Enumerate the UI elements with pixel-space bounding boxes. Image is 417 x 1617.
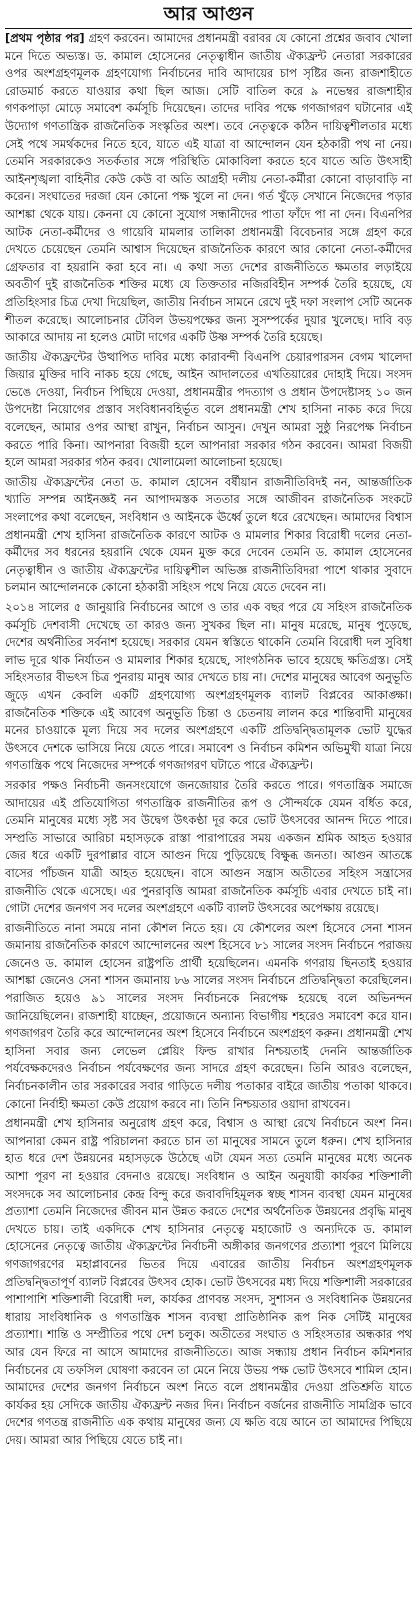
article-paragraph: জাতীয় ঐক্যফ্রন্টের উত্থাপিত দাবির মধ্যে কারাবন্দী বিএনপি চেয়ারপারসন বেগম খালেদা জিয়ার মুক্তির দাবি নাকচ হয়ে গেছে, আইন আদালতের এখতিয়ারের দোহাই দিয়ে। সংসদ ভেঙে দেওয়া, নির্বাচন পিছিয়ে দেওয়া, প্রধানমন্ত্রীর পদত্যাগ ও প্রধান উপদেষ্টাসহ ১০ জন উপদেষ্টা নিয়োগের প্রস্তাব সংবিধানবহির্ভূত বলে প্রধানমন্ত্রী শেখ হাসিনা নাকচ করে দিয়ে বলেছেন, আমার ওপর আস্থা রাখুন, নির্বাচন আসুন। দেখুন আমরা সুষ্ঠু নিরপেক্ষ নির্বাচন করতে পারি কিনা। আপনারা বিজয়ী হলে আপনারা সরকার গঠন করবেন। আমরা বিজয়ী হলে আমরা সরকার গঠন করব। খোলামেলা আলোচনা হয়েছে।	[5, 349, 412, 470]
article-body	[5, 30, 412, 1450]
continued-from-label: [প্রথম পৃষ্ঠার পর]	[5, 31, 85, 45]
paragraph-text: গ্রহণ করবেন। আমাদের প্রধানমন্ত্রী বরাবর যে কোনো প্রশ্নের জবাব খোলা মনে দিতে অভ্যস্ত। ড. কামাল হোসেনের নেতৃত্বাধীন জাতীয় ঐক্যফ্রন্ট নেতারা সরকারের ওপর অংশগ্রহণমূলক গ্রহণযোগ্য নির্বাচনের দাবি আদায়ের চাপ সৃষ্টির জন্য রাজশাহীতে রোডমার্চ করতে যাওয়ার কথা ছিল আজ। সেটি বাতিল করে ৯ নভেম্বর রাজশাহীর গণকপাড়া মোড়ে সমাবেশ কর্মসূচি দিয়েছেন। তাদের দাবির পক্ষে গণজাগরণ ঘটানোর এই উদ্যোগ গণতান্ত্রিক রাজনৈতিক সংস্কৃতির অংশ। তবে নেতৃত্বকে কঠিন দায়িত্বশীলতার মধ্যে সেই পথে সমর্থকদের নিতে হবে, যাতে এই যাত্রা বা আন্দোলন যেন হঠকারী পথ না নেয়। তেমনি সরকারকেও সতর্কতার সঙ্গে পরিস্থিতি মোকাবিলা করতে হবে যাতে অতি উৎসাহী আইনশৃঙ্খলা বাহিনীর কেউ কেউ বা অতি আগ্রহী দলীয় নেতা-কর্মীরা কোনো বাড়াবাড়ি না করেন। সংঘাতের দরজা যেন কোনো পক্ষ খুলে না দেন। গর্ত খুঁড়ে সেখানে নিজেদের পড়ার আশঙ্কা থেকে যায়। কেননা যে কোনো সুযোগ সন্ধানীদের পাতা ফাঁদে পা না দেন। বিএনপির আটক নেতা-কর্মীদের ও গায়েবি মামলার তালিকা প্রধানমন্ত্রী বিবেচনার সঙ্গে গ্রহণ করে দেখতে চেয়েছেন তেমনি আশ্বাস দিয়েছেন রাজনৈতিক কারণে আর কোনো নেতা-কর্মীদের গ্রেফতার বা হয়রানি করা হবে না। এ কথা সত্য দেশের রাজনীতিতে ক্ষমতার লড়াইয়ে অবতীর্ণ দুই রাজনৈতিক শক্তির মধ্যে যে তিক্ততার নজিরবিহীন সম্পর্ক তৈরি হয়েছে, যে প্রতিহিংসার চিত্র দেখা দিয়েছিল, জাতীয় নির্বাচন সামনে রেখে দুই দফা সংলাপ সেটি অনেক শীতল করেছে। আলোচনার টেবিল উভয়পক্ষের জন্য সুসম্পর্কের দুয়ার খুলেছে। দাবি বড় আকারে আদায় না হলেও মোটা দাগের একটি উষ্ণ সম্পর্ক তৈরি হয়েছে।	[5, 31, 412, 345]
article-paragraph: রাজনীতিতে নানা সময়ে নানা কৌশল নিতে হয়। যে কৌশলের অংশ হিসেবে সেনা শাসন জমানায় রাজনৈতিক কারণে আন্দোলনের অংশ হিসেবে ৮১ সালের সংসদ নির্বাচনে পরাজয় জেনেও ড. কামাল হোসেন রাষ্ট্রপতি প্রার্থী হয়েছিলেন। এমনকি গণরায় ছিনতাই হওয়ার আশঙ্কা জেনেও সেনা শাসন জমানায় ৮৬ সালের সংসদ নির্বাচনে প্রতিদ্বন্দ্বিতা করেছিলেন। পরাজিত হয়েও ৯১ সালের সংসদ নির্বাচনকে নিরপেক্ষ হয়েছে বলে অভিনন্দন জানিয়েছিলেন। রাজশাহী যাচ্ছেন, প্রয়োজনে অন্যান্য বিভাগীয় শহরেও সমাবেশ করে যান। গণজাগরণ তৈরি করে আন্দোলনের অংশ হিসেবে নির্বাচনে অংশগ্রহণ করুন। প্রধানমন্ত্রী শেখ হাসিনা সবার জন্য লেভেল প্লেয়িং ফিল্ড রাখার নিশ্চয়তাই দেননি আন্তর্জাতিক পর্যবেক্ষকদেরও নির্বাচন পর্যবেক্ষণের জন্য সাদরে গ্রহণ করেছেন। তিনি আরও বলেছেন, নির্বাচনকালীন তার সরকারের সবার গাড়িতে দলীয় পতাকার বাইরে জাতীয় পতাকা থাকবে। কোনো নির্বাহী ক্ষমতা কেউ প্রয়োগ করবে না। তিনি নিশ্চয়তার ওয়াদা রাখবেন।	[5, 920, 412, 1111]
article-headline: আর আগুন	[5, 2, 412, 29]
article-paragraph: জাতীয় ঐক্যফ্রন্টের নেতা ড. কামাল হোসেন বর্ষীয়ান রাজনীতিবিদই নন, আন্তর্জাতিক খ্যাতি সম্পন্ন আইনজ্ঞই নন আপাদমস্তক সততার সঙ্গে আজীবন রাজনৈতিক সংকটে সংলাপের কথা বলেছেন, সংবিধান ও আইনকে ঊর্ধ্বে তুলে ধরে রেখেছেন। আমাদের বিশ্বাস প্রধানমন্ত্রী শেখ হাসিনা রাজনৈতিক কারণে আটক ও মামলার শিকার বিরোধী দলের নেতা-কর্মীদের সব ধরনের হয়রানি থেকে যেমন মুক্ত করে দেবেন তেমনি ড. কামাল হোসেনের নেতৃত্বাধীন ও জাতীয় ঐক্যফ্রন্টের দায়িত্বশীল অভিজ্ঞ রাজনীতিবিদরা পাশে থাকার সুবাদে চলমান আন্দোলনকে কোনো হঠকারী সহিংস পথে নিয়ে যেতে দেবেন না।	[5, 474, 412, 595]
article-paragraph: ২০১৪ সালের ৫ জানুয়ারি নির্বাচনের আগে ও তার এক বছর পরে যে সহিংস রাজনৈতিক কর্মসূচি দেশবাসী দেখেছে তা কারও জন্য সুখকর ছিল না। মানুষ মরেছে, মানুষ পুড়েছে, দেশের অর্থনীতির সর্বনাশ হয়েছে। সরকার যেমন স্বস্তিতে থাকেনি তেমনি বিরোধী দল সুবিধা লাভ দূরে থাক নির্যাতন ও মামলার শিকার হয়েছে, সাংগঠনিক ভাবে হয়েছে ক্ষতিগ্রস্ত। সেই সহিংসতার বীভৎস চিত্র পুনরায় মানুষ আর দেখতে চায় না। দেশের মানুষের আবেগ অনুভূতি জুড়ে এখন কেবলি একটি গ্রহণযোগ্য অংশগ্রহণমূলক ব্যালট বিপ্লবের আকাঙ্ক্ষা। রাজনৈতিক শক্তিকে এই আবেগ অনুভূতি চিন্তা ও চেতনায় লালন করে শান্তিবাদী মানুষের মনের চাওয়াকে মূল্য দিয়ে সব দলের অংশগ্রহণে একটি প্রতিদ্বন্দ্বিতামূলক ভোট যুদ্ধের উৎসবে দেশকে ভাসিয়ে নিয়ে যেতে পারে। সমাবেশ ও নির্বাচন কমিশন অভিমুখী যাত্রা নিয়ে গণতান্ত্রিক পথে নিজেদের সম্পর্কে গণজাগরণ ঘটাতে পারে ঐক্যফ্রন্ট।	[5, 600, 412, 773]
article-paragraph: প্রধানমন্ত্রী শেখ হাসিনার অনুরোধ গ্রহণ করে, বিশ্বাস ও আস্থা রেখে নির্বাচনে অংশ নিন। আপনারা কেমন রাষ্ট্র পরিচালনা করতে চান তা মানুষের সামনে তুলে ধরুন। শেখ হাসিনার হাত ধরে দেশ উন্নয়নের মহাসড়কে উঠেছে এটা যেমন সত্য তেমনি মানুষের মধ্যে অনেক আশা পূরণ না হওয়ার বেদনাও রয়েছে। সংবিধান ও আইন অনুযায়ী কার্যকর শক্তিশালী সংসদকে সব আলোচনার কেন্দ্র বিন্দু করে জবাবদিহিমূলক স্বচ্ছ শাসন ব্যবস্থা যেমন মানুষের প্রত্যাশা তেমনি নিজেদের জীবন মান উন্নত করতে দেশের অর্থনৈতিক উন্নয়নের প্রবৃদ্ধি মানুষ দেখতে চায়। তাই একদিকে শেখ হাসিনার নেতৃত্বে মহাজোট ও অন্যদিকে ড. কামাল হোসেনের নেতৃত্বে জাতীয় ঐক্যফ্রন্টের নির্বাচনী অঙ্গীকার জনগণের প্রত্যাশা পূরণে মিলিয়ে গণজাগরণের মহাপ্লাবনের ভিতর দিয়ে এবারের জাতীয় নির্বাচন অংশগ্রহণমূলক প্রতিদ্বন্দ্বিতাপূর্ণ ব্যালট বিপ্লবের উৎসব হোক। ভোট উৎসবের মধ্য দিয়ে শক্তিশালী সরকারের পাশাপাশি শক্তিশালী বিরোধী দল, কার্যকর প্রাণবন্ত সংসদ, সুশাসন ও সংবিধানিক উন্নয়নের ধারায় সাংবিধানিক ও গণতান্ত্রিক শাসন ব্যবস্থা প্রাতিষ্ঠানিক রূপ নিক সেটিই মানুষের প্রত্যাশা। শান্তি ও সম্প্রীতির পথে দেশ চলুক। অতীতের সংঘাত ও সহিংসতার অন্ধকার পথ আর যেন ফিরে না আসে আমাদের রাজনীতিতে। আজ সন্ধ্যায় প্রধান নির্বাচন কমিশনার নির্বাচনের যে তফসিল ঘোষণা করবেন তা মেনে নিয়ে উভয় পক্ষ ভোট উৎসবে শামিল হোন। আমাদের দেশের জনগণ নির্বাচনে অংশ নিতে বলে প্রধানমন্ত্রীর দেওয়া প্রতিশ্রুতি যাতে কার্যকর হয় সেদিকে জাতীয় ঐক্যফ্রন্ট নজর দিন। নির্বাচন বর্জনের রাজনীতি সামগ্রিক ভাবে দেশের গণতন্ত্র রাজনীতি এক কথায় মানুষের জন্য যে ক্ষতি বয়ে আনে তা আমাদের পিছিয়ে দেয়। আমরা আর পিছিয়ে যেতে চাই না।	[5, 1116, 412, 1447]
article-paragraph: সরকার পক্ষও নির্বাচনী জনসংযোগে জনজোয়ার তৈরি করতে পারে। গণতান্ত্রিক সমাজে আদায়ের এই প্রতিযোগিতা গণতান্ত্রিক রাজনীতির রূপ ও সৌন্দর্যকে যেমন বর্ধিত করে, তেমনি মানুষের মধ্যে সৃষ্ট সব উদ্বেগ উৎকণ্ঠা দূর করে ভোট উৎসবের আনন্দ দিতে পারে। সম্প্রতি সাভারে আরিচা মহাসড়কে রাস্তা পারাপারের সময় একজন শ্রমিক আহত হওয়ার জের ধরে একটি দুরপাল্লার বাসে আগুন দিয়ে পুড়িয়েছে বিক্ষুব্ধ জনতা। আগুন আতঙ্কে বাসের পাঁচজন যাত্রী আহত হয়েছেন। বাসে আগুন সন্ত্রাস অতীতের সহিংস সন্ত্রাসের রাজনীতি থেকে এসেছে। এর পুনরাবৃত্তি আমরা রাজনৈতিক কর্মসূচি এবার দেখতে চাই না। গোটা দেশের জনগণ সব দলের অংশগ্রহণে একটি ব্যালট উৎসবের অপেক্ষায় রয়েছে।	[5, 777, 412, 916]
article-paragraph	[5, 30, 412, 347]
